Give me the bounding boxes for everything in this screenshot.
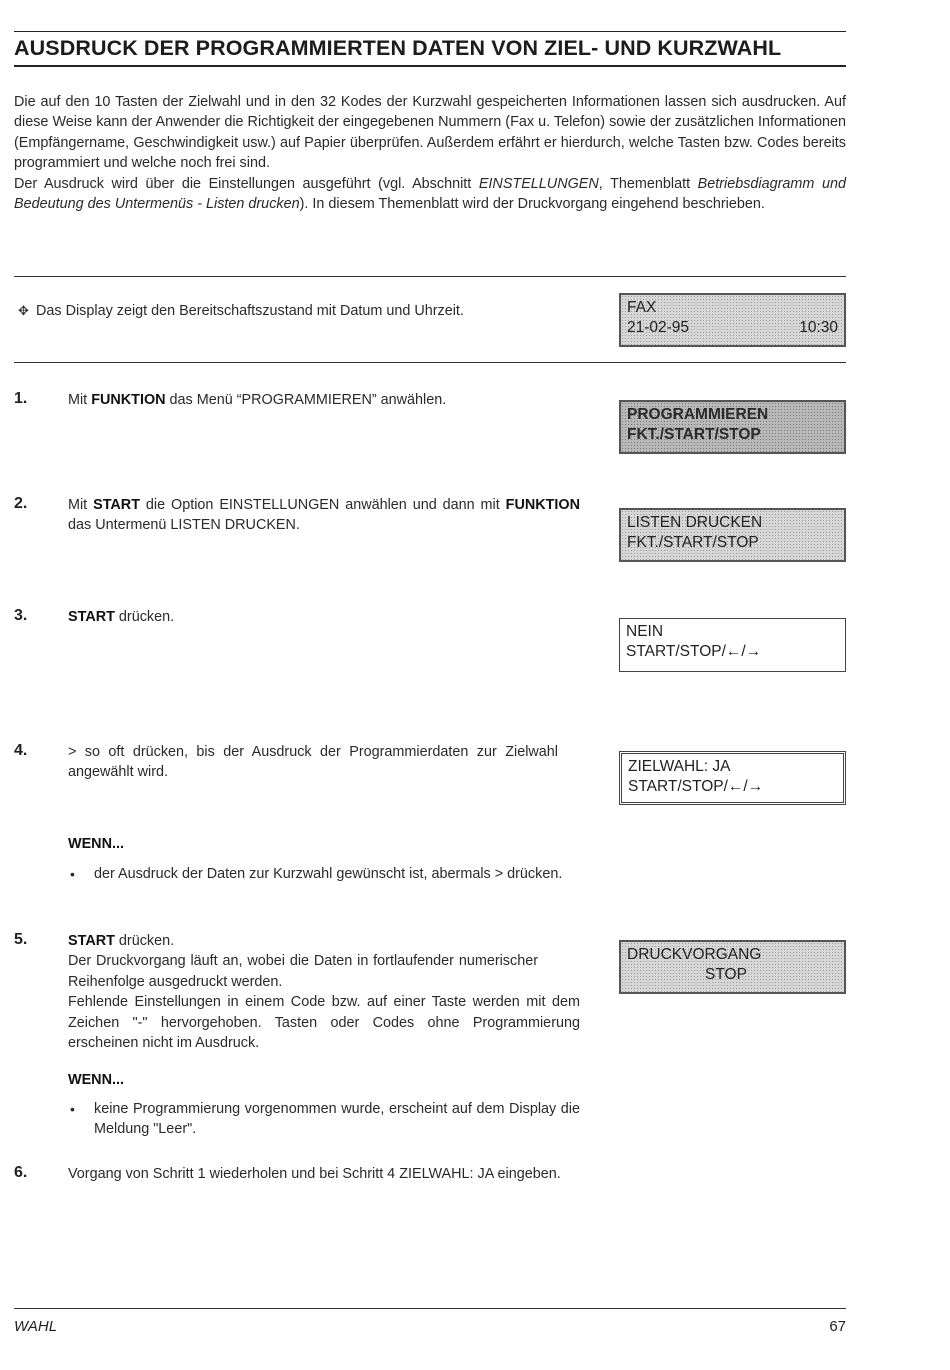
footer-rule (14, 1308, 846, 1309)
step-number-2: 2. (14, 495, 28, 512)
step-number-4: 4. (14, 742, 28, 759)
condition-label: WENN... (68, 836, 124, 852)
step-number-1: 1. (14, 390, 28, 407)
step-3-text: START drücken. (68, 609, 175, 625)
step-2-text: Mit START die Option EINSTELLUNGEN anwählen und dann mit FUNKTION das Untermenü LISTEN DRUCKEN. (68, 497, 580, 534)
intro-text (14, 92, 846, 214)
section-divider (14, 362, 846, 363)
step-number-3: 3. (14, 607, 28, 624)
display-step-3: NEIN START/STOP/←/→ (619, 618, 846, 672)
reference-sheet: Betriebsdiagramm und Bedeutung des Untermenüs - Listen drucken (14, 175, 846, 213)
step-6-text: Vorgang von Schritt 1 wiederholen und bei Schritt 4 ZIELWAHL: JA eingeben. (68, 1166, 561, 1182)
bullet-dot-icon: • (70, 866, 75, 882)
bullet-dot-icon: • (70, 1101, 75, 1117)
display-date: 21-02-95 (627, 319, 690, 336)
display-step-4: ZIELWAHL: JA START/STOP/←/→ (619, 751, 846, 805)
diamond-bullet-icon: ✥ (18, 303, 29, 318)
step-5-text: START drücken. Der Druckvorgang läuft an, wobei die Daten in fortlaufender numerischer Reihenfolge ausgedruckt werden. Fehlende Einstellungen in einem Code bzw. auf einer Taste werden mit dem Zeichen "-" hervorgehoben. Tasten oder Codes ohne Programmierung erscheinen nicht im Ausdruck. (68, 933, 580, 1052)
step-1-text: Mit FUNKTION das Menü “PROGRAMMIEREN” anwählen. (68, 392, 447, 408)
precondition: ✥ Das Display zeigt den Bereitschaftszustand mit Datum und Uhrzeit. (18, 303, 464, 319)
section-divider (14, 276, 846, 277)
page-number: 67 (829, 1318, 846, 1335)
intro-paragraph-1: Die auf den 10 Tasten der Zielwahl und in den 32 Kodes der Kurzwahl gespeicherten Informationen lassen sich ausdrucken. Auf diese Weise kann der Anwender die Richtigkeit der eingegebenen Nummern (Fax u. Telefon) sowie der zusätzlichen Informationen (Empfängername, Geschwindigkeit usw.) auf Papier überprüfen. Außerdem erfährt er hierdurch, welche Tasten bzw. Codes bereits programmiert und welche noch frei sind. (14, 94, 846, 172)
display-time: 10:30 (799, 319, 838, 336)
condition-label: WENN... (68, 1072, 124, 1088)
page-title: AUSDRUCK DER PROGRAMMIERTEN DATEN VON ZIEL- UND KURZWAHL (14, 36, 846, 67)
intro-paragraph-2: Der Ausdruck wird über die Einstellungen ausgeführt (vgl. Abschnitt EINSTELLUNGEN, Themenblatt Betriebsdiagramm und Bedeutung des Untermenüs - Listen drucken). In diesem Themenblatt wird der Druckvorgang eingehend beschrieben. (14, 175, 846, 213)
display-step-5: DRUCKVORGANG STOP (619, 940, 846, 994)
condition-bullet: • der Ausdruck der Daten zur Kurzwahl gewünscht ist, abermals > drücken. (68, 864, 580, 884)
display-step-1: PROGRAMMIEREN FKT./START/STOP (619, 400, 846, 454)
condition-bullet: • keine Programmierung vorgenommen wurde, erscheint auf dem Display die Meldung "Leer". (70, 1101, 580, 1138)
display-step-2: LISTEN DRUCKEN FKT./START/STOP (619, 508, 846, 562)
display-line-2 (627, 318, 838, 338)
display-standby (619, 293, 846, 347)
step-number-5: 5. (14, 931, 28, 948)
step-number-6: 6. (14, 1164, 28, 1181)
footer-section: WAHL (14, 1318, 58, 1335)
display-line-1: FAX (627, 299, 657, 316)
step-4-text: > so oft drücken, bis der Ausdruck der Programmierdaten zur Zielwahl angewählt wird. (68, 744, 558, 781)
title-top-rule (14, 31, 846, 32)
reference-section: EINSTELLUNGEN (478, 175, 599, 192)
